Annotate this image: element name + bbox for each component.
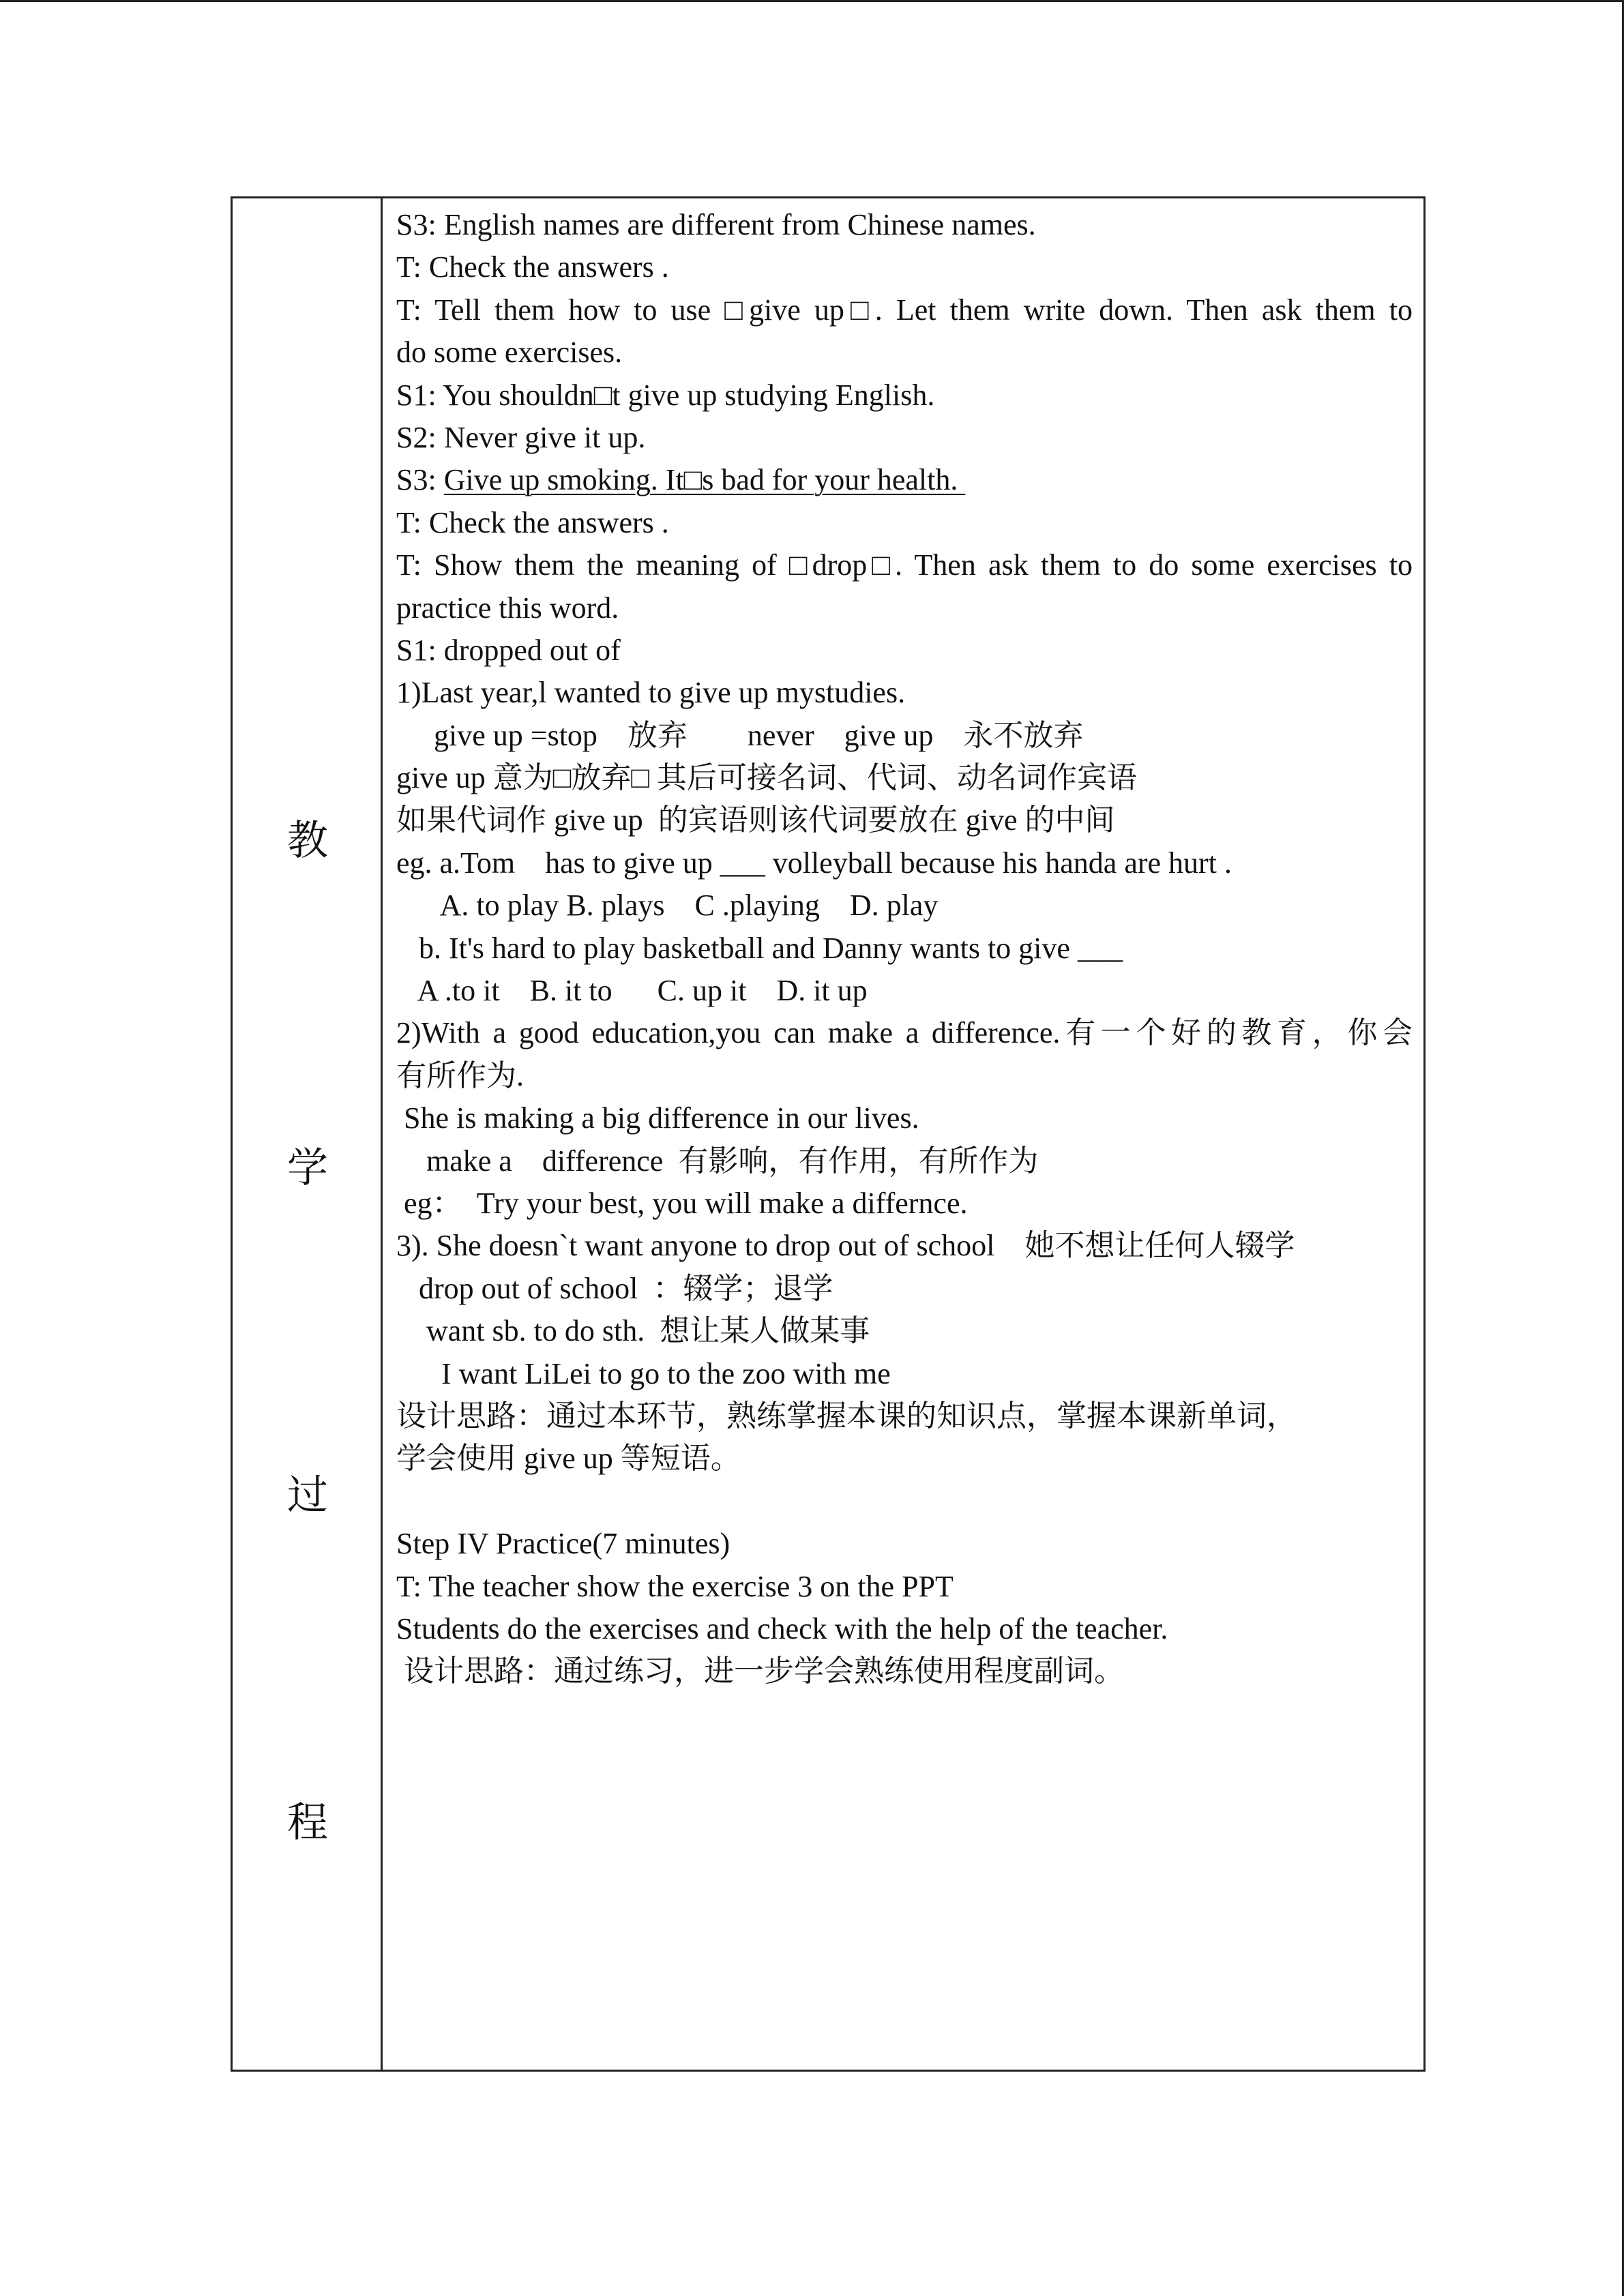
- text-line: I want LiLei to go to the zoo with me: [396, 1356, 891, 1390]
- label-column: [233, 198, 383, 2070]
- page-top-border: [0, 0, 1624, 2]
- text-line: make a difference 有影响，有作用，有所作为: [396, 1144, 1039, 1178]
- label-char-cheng: 程: [287, 1799, 328, 1847]
- content-column: [396, 204, 1413, 1693]
- label-char-xue: 学: [287, 1144, 328, 1192]
- text-line: 2)With a good education,you can make a difference.有一个好的教育，你会: [396, 1016, 1413, 1050]
- text-line: S1: You shouldn□t give up studying English.: [396, 378, 935, 412]
- text-line: A .to it B. it to C. up it D. it up: [396, 974, 868, 1008]
- blank-line: [396, 1480, 1413, 1523]
- text-line: S1: dropped out of: [396, 633, 621, 667]
- text-line: give up 意为□放弃□ 其后可接名词、代词、动名词作宾语: [396, 761, 1137, 795]
- text-line: She is making a big difference in our lives.: [396, 1101, 919, 1135]
- text-line: [396, 459, 1413, 501]
- text-line: 设计思路：通过练习，进一步学会熟练使用程度副词。: [396, 1654, 1124, 1688]
- text-line: drop out of school ：辍学；退学: [396, 1271, 833, 1305]
- text-line: want sb. to do sth. 想让某人做某事: [396, 1314, 870, 1348]
- text-line: 有所作为.: [396, 1058, 524, 1092]
- text-line: 设计思路：通过本环节，熟练掌握本课的知识点，掌握本课新单词，: [396, 1399, 1297, 1433]
- text-line: 学会使用 give up 等短语。: [396, 1442, 741, 1476]
- label-char-jiao: 教: [287, 817, 328, 865]
- text-line: eg. a.Tom has to give up ___ volleyball because his handa are hurt .: [396, 846, 1232, 880]
- text-line: b. It's hard to play basketball and Danny wants to give ___: [396, 931, 1123, 965]
- text-line: Students do the exercises and check with the help of the teacher.: [396, 1611, 1168, 1645]
- text-line: T: Check the answers .: [396, 505, 669, 539]
- underlined-answer: Give up smoking. It□s bad for your health.: [443, 463, 966, 497]
- speaker-label: S3:: [396, 463, 444, 497]
- text-line: 3). She doesn`t want anyone to drop out of school 她不想让任何人辍学: [396, 1229, 1295, 1263]
- lesson-table: [231, 196, 1426, 2072]
- text-line: eg： Try your best, you will make a differnce.: [396, 1186, 968, 1220]
- text-line: 如果代词作 give up 的宾语则该代词要放在 give 的中间: [396, 803, 1115, 837]
- text-line: S2: Never give it up.: [396, 420, 646, 454]
- text-line: S3: English names are different from Chinese names.: [396, 208, 1036, 241]
- text-line: practice this word.: [396, 591, 619, 625]
- text-line: T: The teacher show the exercise 3 on the PPT: [396, 1569, 954, 1603]
- label-char-guo: 过: [287, 1472, 328, 1519]
- text-line: T: Tell them how to use □give up□. Let them write down. Then ask them to: [396, 293, 1413, 327]
- text-line: T: Show them the meaning of □drop□. Then ask them to do some exercises to: [396, 548, 1413, 582]
- text-line: do some exercises.: [396, 336, 623, 370]
- text-line: Step IV Practice(7 minutes): [396, 1527, 730, 1561]
- text-line: A. to play B. plays C .playing D. play: [396, 889, 939, 923]
- text-line: give up =stop 放弃 never give up 永不放弃: [396, 718, 1084, 752]
- text-line: 1)Last year,l wanted to give up mystudies.: [396, 676, 906, 710]
- text-line: T: Check the answers .: [396, 250, 669, 284]
